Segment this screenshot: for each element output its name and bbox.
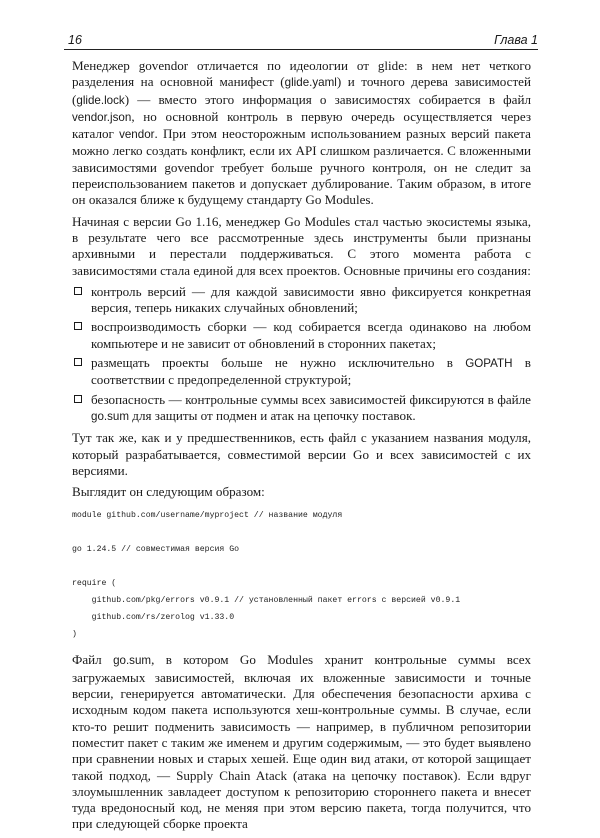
gopath-term: GOPATH <box>465 357 513 371</box>
filename-glide-yaml: glide.yaml <box>284 76 337 90</box>
reasons-list <box>72 284 531 425</box>
header-rule <box>64 49 538 50</box>
checkbox-bullet-icon <box>74 358 82 366</box>
checkbox-bullet-icon <box>74 287 82 295</box>
chapter-title: Глава 1 <box>494 33 538 47</box>
list-item: безопасность — контрольные суммы всех зависимостей фиксируются в файле go.sum для защиты от подмен и атак на цепочку поставок. <box>72 392 531 426</box>
filename-glide-lock: glide.lock <box>76 93 125 107</box>
paragraph-module-file: Тут так же, как и у предшественников, есть файл с указанием названия модуля, который разрабатывается, совместимой версии Go и всех зависимостей с их версиями. <box>72 430 531 478</box>
paragraph-govendor: Менеджер govendor отличается по идеологии от glide: в нем нет четкого разделения на основной манифест (glide.yaml) и точного дерева зависимостей (glide.lock) — вместо этого информация о зависимостях собирается в файл vendor.json, но основной контроль в первую очередь осуществляется через каталог vendor. При этом неосторожным использованием разных версий пакета можно легко создать конфликт, если их API слишком различается. С вложенными зависимостями govendor требует больше ручного контроля, он не следит за переиспользованием пакетов и допускает дублирование. Таким образом, в итоге он оказался ближе к будущему стандарту Go Modules. <box>72 58 531 208</box>
filename-go-sum-2: go.sum <box>113 654 152 668</box>
paragraph-go-sum: Файл go.sum, в котором Go Modules хранит контрольные суммы всех загружаемых зависимостей, включая их вложенные зависимости и точные версии, генерируется автоматически. Для обеспечения безопасности архива с исходным кодом пакета используются хеш-контрольные суммы. В случае, если кто-то решит подменить зависимость — например, в публичном репозитории поместит пакет с таким же именем и другим содержимым, — это будет выявлено при сравнении новых и старых хешей. Еще один вид атаки, от которой защищает такой подход, — Supply Chain Atack (атака на цепочку поставок). Если вдруг злоумышленник завладеет доступом к репозиторию стороннего пакета и внесет туда вредоносный код, не меняя при этом версию пакета, тогда получится, что при следующей сборке проекта <box>72 652 531 832</box>
list-item: воспроизводимость сборки — код собирается всегда одинаково на любом компьютере и не зависит от обновлений в сторонних пакетах; <box>72 319 531 352</box>
checkbox-bullet-icon <box>74 322 82 330</box>
paragraph-looks-like: Выглядит он следующим образом: <box>72 484 265 500</box>
filename-vendor-json: vendor.json <box>72 110 132 124</box>
dirname-vendor: vendor <box>119 128 155 142</box>
list-item: контроль версий — для каждой зависимости явно фиксируется конкретная версия, теперь никаких случайных обновлений; <box>72 284 531 317</box>
page-number: 16 <box>68 33 82 47</box>
list-item: размещать проекты больше не нужно исключительно в GOPATH в соответствии с предопределенной структурой; <box>72 355 531 389</box>
paragraph-go-modules-intro: Начиная с версии Go 1.16, менеджер Go Modules стал частью экосистемы языка, в результате чего все рассмотренные здесь инструменты были признаны архивными и перестали поддерживаться. С этого момента работа с зависимостями стала единой для всех проектов. Основные причины его создания: <box>72 213 531 278</box>
checkbox-bullet-icon <box>74 395 82 403</box>
code-listing-go-mod: module github.com/username/myproject // название модуля go 1.24.5 // совместимая версия Go require ( github.com/pkg/errors v0.9.1 // установленный пакет errors с версией v0.9.1 github.com/rs/zerolog v1.33.0 ) <box>72 511 461 640</box>
filename-go-sum: go.sum <box>91 409 130 423</box>
page-body <box>72 58 531 838</box>
page-header <box>64 31 538 49</box>
